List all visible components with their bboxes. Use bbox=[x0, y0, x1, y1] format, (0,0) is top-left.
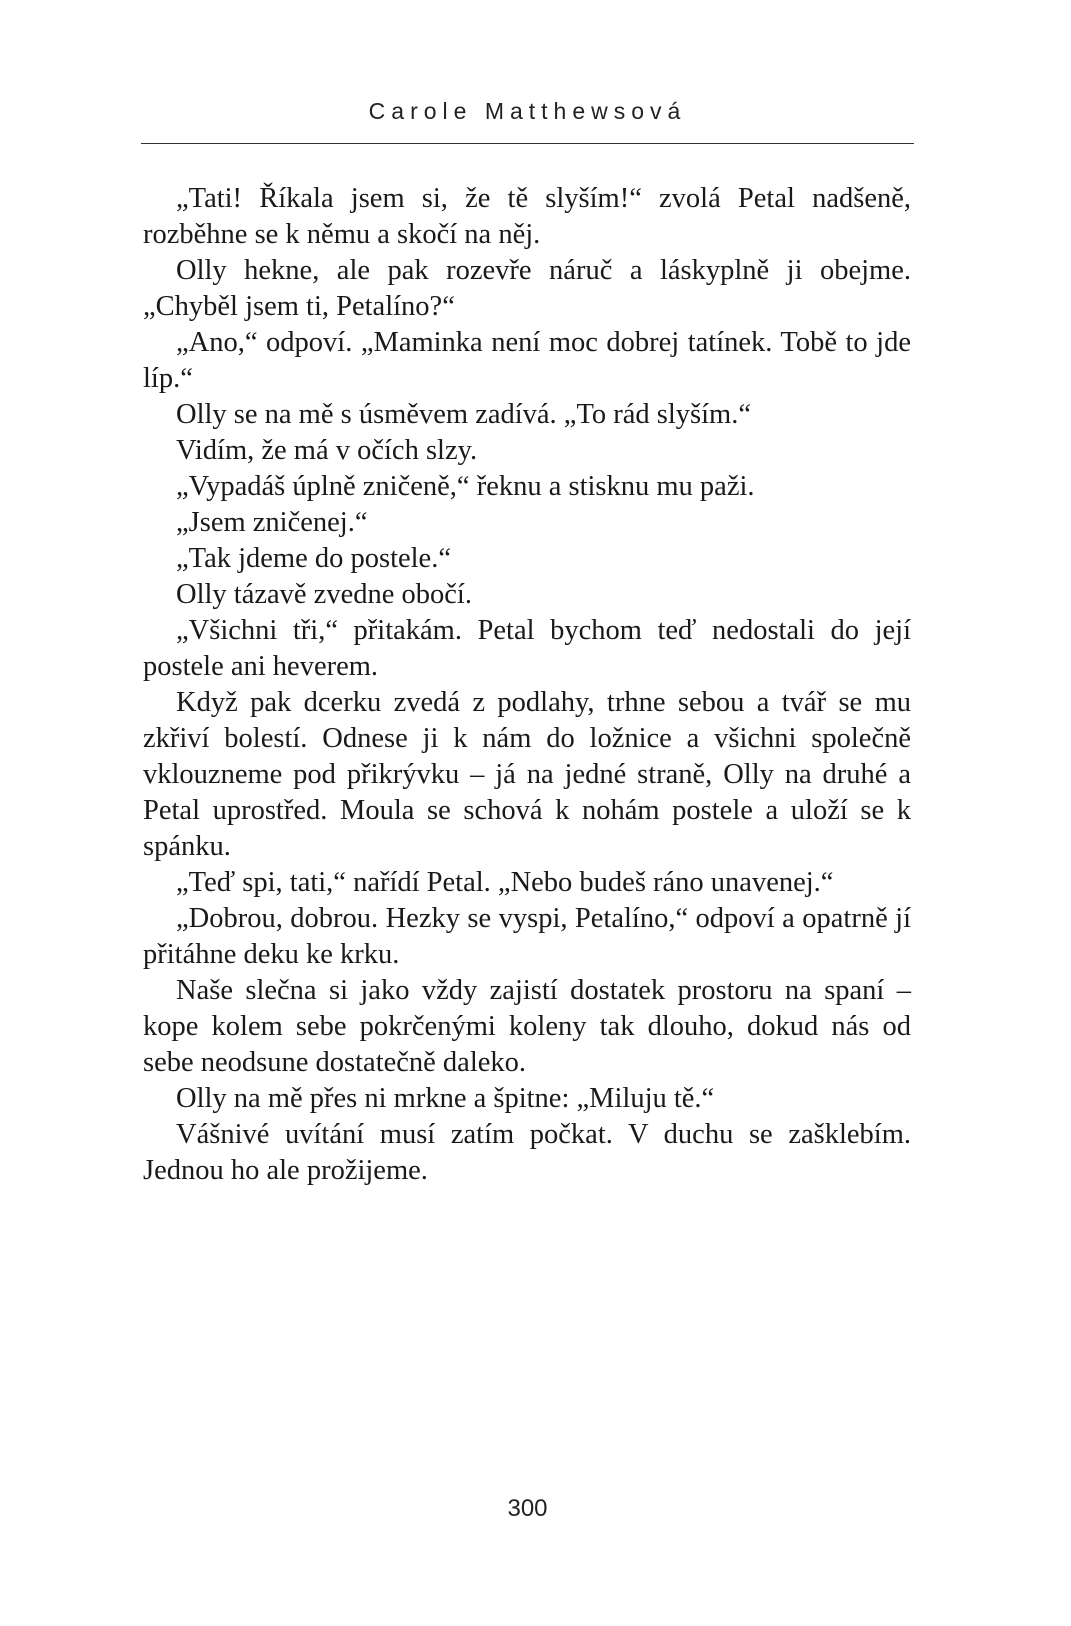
paragraph: Olly hekne, ale pak rozevře náruč a láskyplně ji obejme. „Chyběl jsem ti, Petalíno?“ bbox=[143, 255, 911, 322]
paragraph: „Všichni tři,“ přitakám. Petal bychom teď nedostali do její postele ani heverem. bbox=[143, 615, 911, 682]
paragraph: „Tati! Říkala jsem si, že tě slyším!“ zvolá Petal nadšeně, rozběhne se k němu a skočí na něj. bbox=[143, 183, 911, 250]
paragraph: Když pak dcerku zvedá z podlahy, trhne sebou a tvář se mu zkřiví bolestí. Odnese ji k nám do ložnice a všichni společně vklouzneme pod přikrývku – já na jedné straně, Olly na druhé a Petal uprostřed. Moula se schová k nohám postele a uloží se k spánku. bbox=[143, 687, 911, 862]
paragraph: „Jsem zničenej.“ bbox=[176, 507, 368, 538]
paragraph: „Ano,“ odpoví. „Maminka není moc dobrej tatínek. Tobě to jde líp.“ bbox=[143, 327, 911, 394]
header-rule bbox=[141, 143, 914, 144]
paragraph: Vášnivé uvítání musí zatím počkat. V duchu se zašklebím. Jednou ho ale prožijeme. bbox=[143, 1119, 911, 1186]
paragraph: Naše slečna si jako vždy zajistí dostatek prostoru na spaní – kope kolem sebe pokrčenými koleny tak dlouho, dokud nás od sebe neodsune dostatečně daleko. bbox=[143, 975, 911, 1078]
paragraph: Olly se na mě s úsměvem zadívá. „To rád slyším.“ bbox=[176, 399, 751, 430]
paragraph: „Teď spi, tati,“ nařídí Petal. „Nebo budeš ráno unavenej.“ bbox=[176, 867, 834, 898]
paragraph: Vidím, že má v očích slzy. bbox=[176, 435, 478, 466]
paragraph: „Dobrou, dobrou. Hezky se vyspi, Petalíno,“ odpoví a opatrně jí přitáhne deku ke krku. bbox=[143, 903, 911, 970]
paragraph: Olly na mě přes ni mrkne a špitne: „Miluju tě.“ bbox=[176, 1083, 715, 1114]
paragraph: „Vypadáš úplně zničeně,“ řeknu a stisknu mu paži. bbox=[176, 471, 755, 502]
running-head-author: Carole Matthewsová bbox=[368, 98, 687, 124]
page-number: 300 bbox=[507, 1495, 548, 1522]
body-text bbox=[143, 181, 911, 1189]
paragraph: Olly tázavě zvedne obočí. bbox=[176, 579, 472, 610]
paragraph: „Tak jdeme do postele.“ bbox=[176, 543, 451, 574]
